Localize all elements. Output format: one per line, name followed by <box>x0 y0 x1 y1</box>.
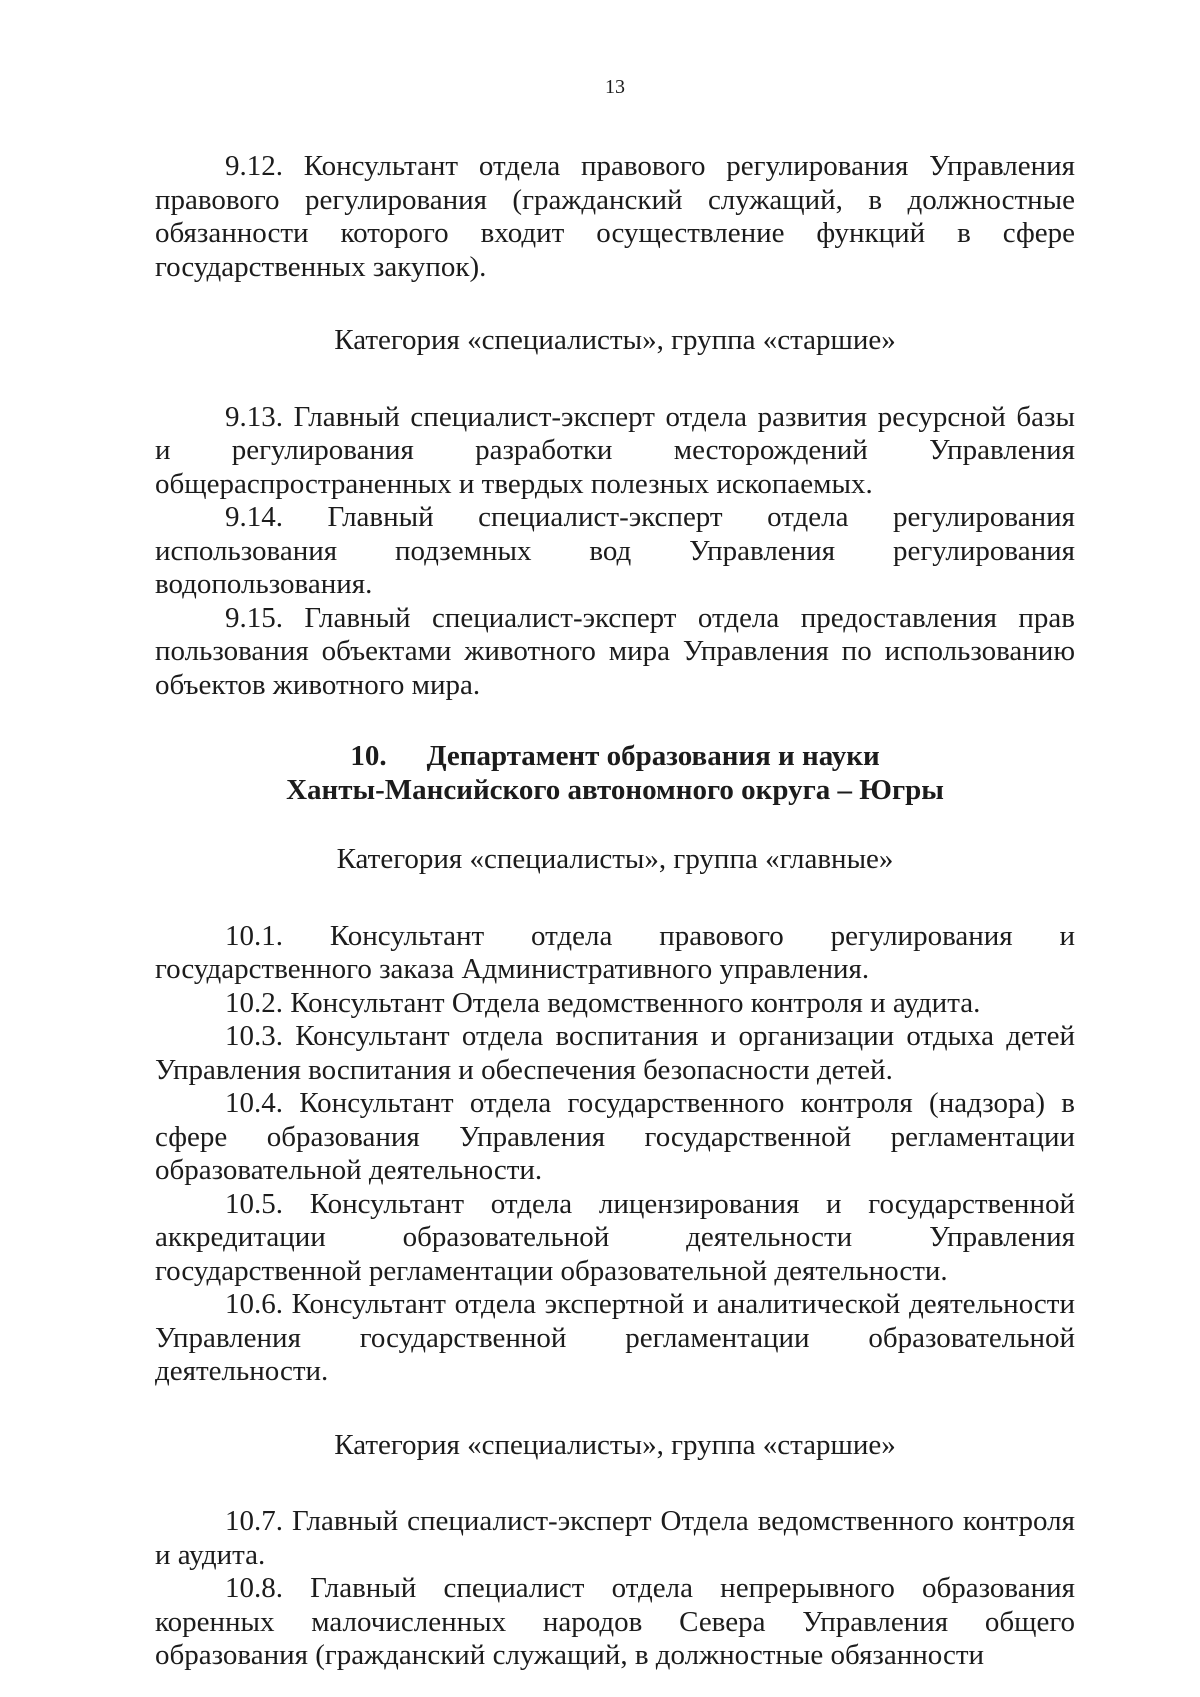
paragraph-10-2: 10.2. Консультант Отдела ведомственного контроля и аудита. <box>225 986 981 1019</box>
section-title-line2: Ханты-Мансийского автономного округа – Югры <box>286 773 944 806</box>
category-heading: Категория «специалисты», группа «старшие» <box>334 1428 896 1461</box>
paragraph-9-14: 9.14. Главный специалист-эксперт отдела регулирования использования подземных вод Управления регулирования водопользования. <box>155 501 1075 600</box>
paragraph-10-7: 10.7. Главный специалист-эксперт Отдела ведомственного контроля и аудита. <box>155 1505 1075 1571</box>
page-number: 13 <box>605 76 625 98</box>
section-number: 10. <box>350 740 387 772</box>
section-heading <box>155 740 1075 774</box>
paragraph-9-12: 9.12. Консультант отдела правового регулирования Управления правового регулирования (гражданский служащий, в должностные обязанности которого входит осуществление функций в сфере государственных закупок). <box>155 150 1075 283</box>
paragraph-10-5: 10.5. Консультант отдела лицензирования и государственной аккредитации образовательной деятельности Управления государственной регламентации образовательной деятельности. <box>155 1187 1075 1287</box>
paragraph-9-13: 9.13. Главный специалист-эксперт отдела развития ресурсной базы и регулирования разработки месторождений Управления общераспространенных и твердых полезных ископаемых. <box>155 400 1075 500</box>
paragraph-10-3: 10.3. Консультант отдела воспитания и организации отдыха детей Управления воспитания и обеспечения безопасности детей. <box>155 1020 1075 1086</box>
section-title-line1: Департамент образования и науки <box>426 740 880 772</box>
paragraph-10-1: 10.1. Консультант отдела правового регулирования и государственного заказа Административного управления. <box>155 919 1075 985</box>
document-body <box>155 150 1075 1673</box>
paragraph-10-6: 10.6. Консультант отдела экспертной и аналитической деятельности Управления государственной регламентации образовательной деятельности. <box>155 1288 1075 1387</box>
category-heading: Категория «специалисты», группа «старшие» <box>334 324 896 356</box>
paragraph-10-4: 10.4. Консультант отдела государственного контроля (надзора) в сфере образования Управления государственной регламентации образовательной деятельности. <box>155 1087 1075 1186</box>
category-heading: Категория «специалисты», группа «главные» <box>336 843 894 875</box>
paragraph-9-15: 9.15. Главный специалист-эксперт отдела предоставления прав пользования объектами животного мира Управления по использованию объектов животного мира. <box>155 601 1075 701</box>
paragraph-10-8: 10.8. Главный специалист отдела непрерывного образования коренных малочисленных народов Севера Управления общего образования (гражданский служащий, в должностные обязанности <box>155 1572 1075 1671</box>
